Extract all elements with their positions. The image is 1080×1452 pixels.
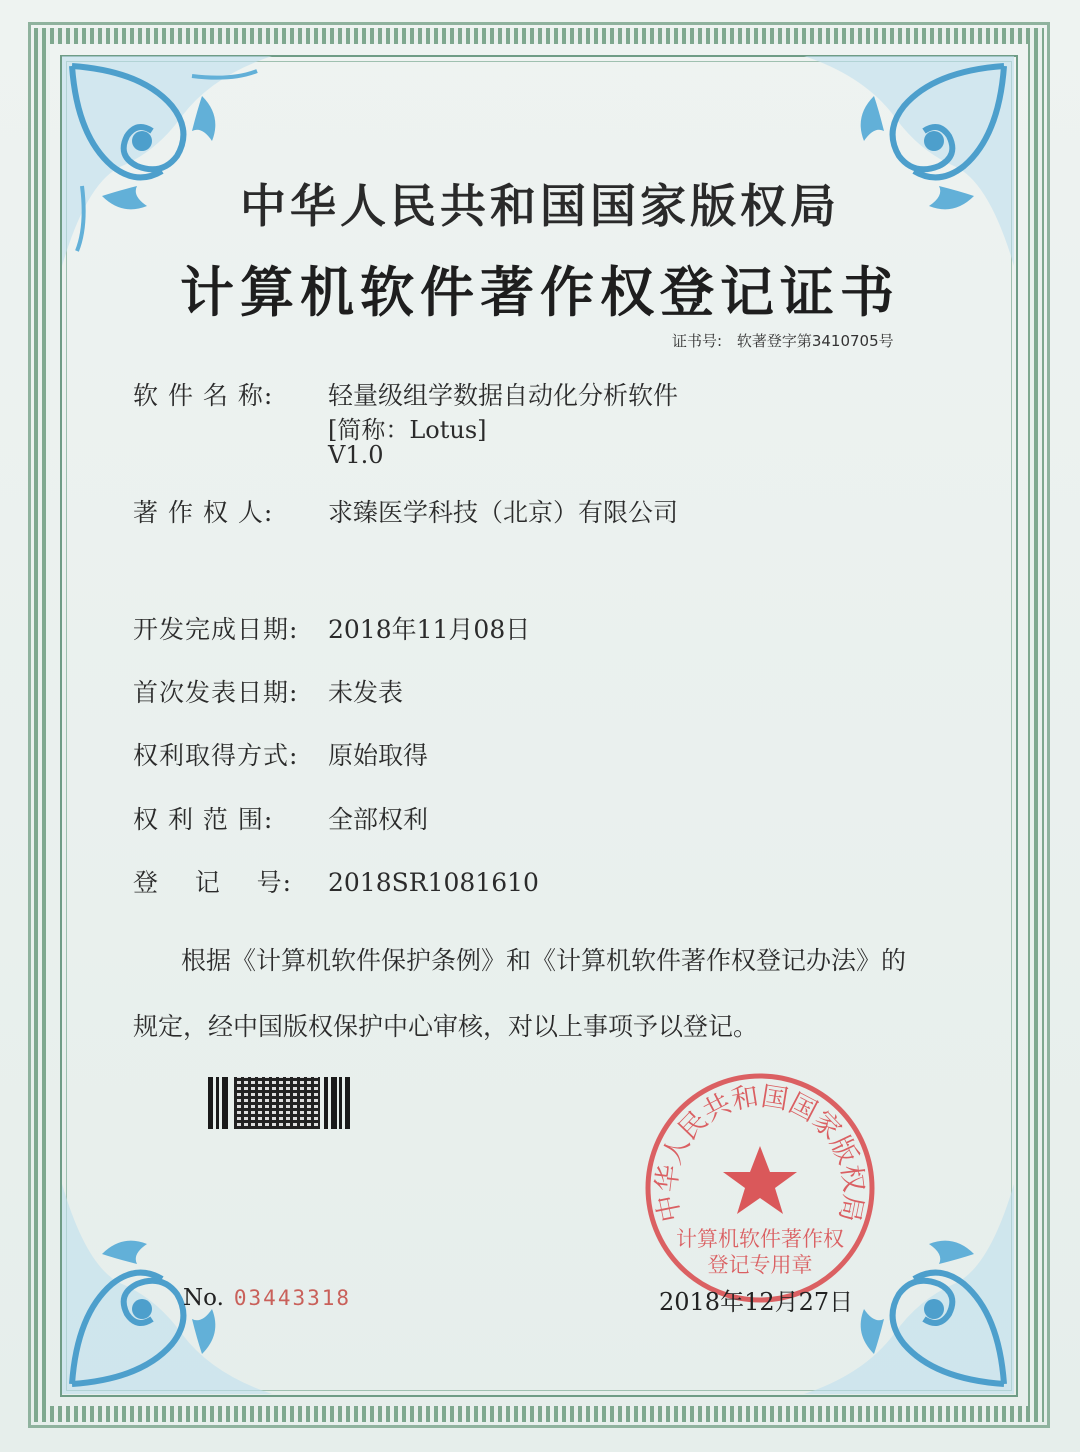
seal-outer-text: 中华人民共和国国家版权局 (651, 1081, 869, 1225)
completion-date-row (133, 610, 530, 646)
statement (133, 928, 973, 1060)
statement-line-2: 规定，经中国版权保护中心审核，对以上事项予以登记。 (133, 1012, 759, 1041)
seal-inner-line-1: 计算机软件著作权 (676, 1227, 844, 1251)
owner-label: 著 作 权 人: (133, 498, 274, 527)
completion-date-label: 开发完成日期: (133, 615, 299, 644)
owner-row (133, 493, 678, 529)
barcode-icon (208, 1077, 360, 1129)
acquisition-value: 原始取得 (328, 741, 429, 770)
issuing-authority: 中华人民共和国国家版权局 (240, 179, 840, 233)
completion-date-value: 2018年11月08日 (328, 615, 531, 644)
software-name-value: 轻量级组学数据自动化分析软件 (328, 381, 679, 410)
scope-label: 权 利 范 围: (133, 805, 274, 834)
software-name-row (133, 376, 678, 412)
acquisition-label: 权利取得方式: (133, 741, 299, 770)
publish-date-row (133, 673, 403, 709)
serial-label: No. (183, 1285, 224, 1311)
seal-star-icon (723, 1146, 797, 1214)
acquisition-row (133, 736, 428, 772)
registration-number-row (133, 863, 539, 899)
publish-date-value: 未发表 (328, 678, 404, 707)
certificate-number-value: 软著登字第3410705号 (736, 332, 894, 350)
scope-value: 全部权利 (328, 805, 429, 834)
registration-number-value: 2018SR1081610 (328, 868, 539, 897)
issue-date: 2018年12月27日 (659, 1288, 854, 1316)
software-short-name: [简称：Lotus] (328, 416, 487, 444)
official-seal (640, 1068, 880, 1308)
registration-number-label: 登 记 号: (133, 868, 292, 897)
certificate-number-label: 证书号: (672, 332, 723, 350)
statement-line-1: 根据《计算机软件保护条例》和《计算机软件著作权登记办法》的 (181, 946, 907, 975)
software-version: V1.0 (328, 441, 384, 469)
owner-value: 求臻医学科技（北京）有限公司 (328, 498, 679, 527)
serial-number-value: 03443318 (233, 1286, 352, 1310)
seal-inner-line-2: 登记专用章 (707, 1253, 813, 1277)
serial-number (183, 1285, 351, 1311)
publish-date-label: 首次发表日期: (133, 678, 299, 707)
certificate-title: 计算机软件著作权登记证书 (180, 260, 900, 324)
scope-row (133, 800, 428, 836)
software-name-label: 软 件 名 称: (133, 381, 274, 410)
certificate-number (672, 330, 904, 351)
